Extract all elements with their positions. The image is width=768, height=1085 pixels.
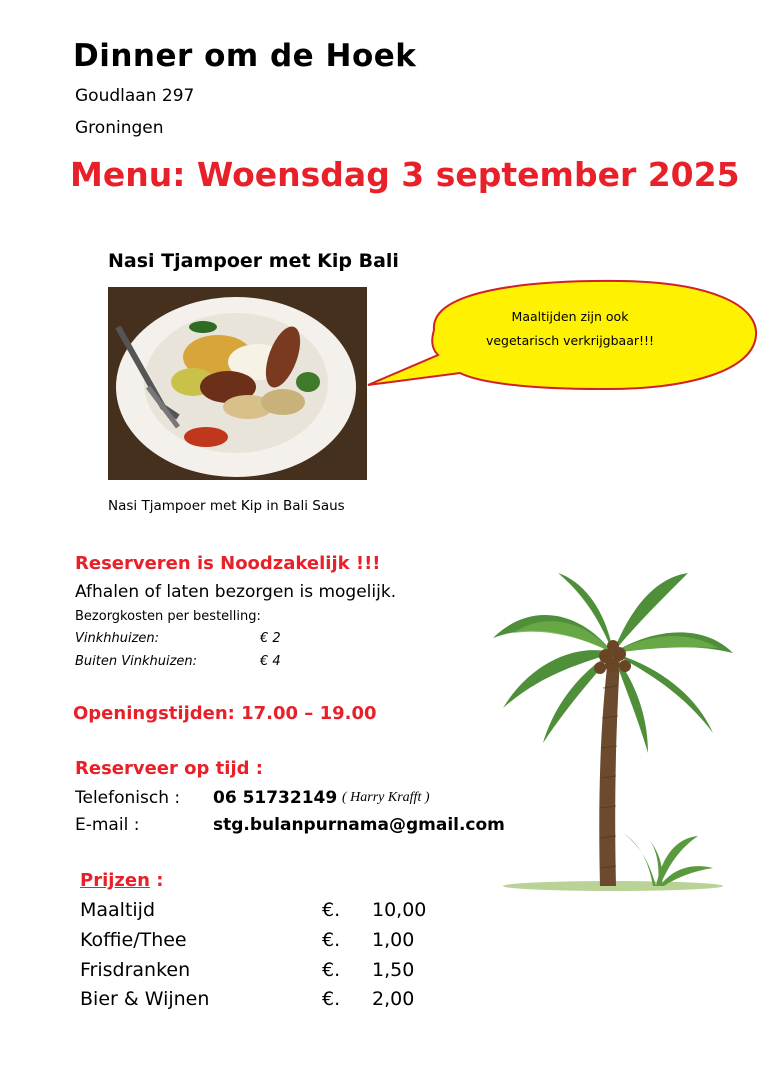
price-value: 10,00 (372, 899, 427, 921)
price-item-name: Frisdranken (80, 959, 191, 981)
price-value: 2,00 (372, 988, 415, 1010)
nasi-plate-image (108, 287, 367, 480)
price-item-name: Maaltijd (80, 899, 156, 921)
delivery-label: Bezorgkosten per bestelling: (75, 609, 261, 624)
price-currency: €. (322, 959, 341, 981)
phone-label: Telefonisch : (75, 788, 181, 808)
reservation-heading: Reserveren is Noodzakelijk !!! (75, 553, 381, 574)
price-currency: €. (322, 988, 341, 1010)
address-street: Goudlaan 297 (75, 86, 195, 106)
pickup-text: Afhalen of laten bezorgen is mogelijk. (75, 582, 397, 602)
price-value: 1,50 (372, 959, 415, 981)
bubble-text (470, 305, 670, 353)
fee-price-2: € 4 (260, 654, 281, 669)
phone-number[interactable]: 06 51732149 (213, 788, 338, 808)
dish-title: Nasi Tjampoer met Kip Bali (108, 250, 399, 272)
prices-heading-suffix: : (149, 870, 164, 891)
fee-area-2: Buiten Vinkhuizen: (75, 654, 198, 669)
price-item-name: Koffie/Thee (80, 929, 187, 951)
address-city: Groningen (75, 118, 164, 138)
price-currency: €. (322, 929, 341, 951)
price-value: 1,00 (372, 929, 415, 951)
phone-person: ( Harry Krafft ) (342, 790, 430, 805)
menu-title: Menu: Woensdag 3 september 2025 (70, 155, 740, 194)
email-address[interactable]: stg.bulanpurnama@gmail.com (213, 815, 505, 835)
palm-tree-illustration (488, 568, 738, 893)
opening-hours: Openingstijden: 17.00 – 19.00 (73, 703, 377, 724)
fee-price-1: € 2 (260, 631, 281, 646)
prices-heading-label: Prijzen (80, 870, 150, 891)
price-item-name: Bier & Wijnen (80, 988, 210, 1010)
bubble-line-2: vegetarisch verkrijgbaar!!! (485, 333, 655, 348)
dish-caption: Nasi Tjampoer met Kip in Bali Saus (108, 498, 345, 514)
email-label: E-mail : (75, 815, 140, 835)
price-currency: €. (322, 899, 341, 921)
contact-heading: Reserveer op tijd : (75, 758, 263, 779)
bubble-line-1: Maaltijden zijn ook (511, 309, 629, 324)
prices-heading (80, 870, 163, 891)
restaurant-name: Dinner om de Hoek (73, 38, 417, 74)
fee-area-1: Vinkhhuizen: (75, 631, 160, 646)
